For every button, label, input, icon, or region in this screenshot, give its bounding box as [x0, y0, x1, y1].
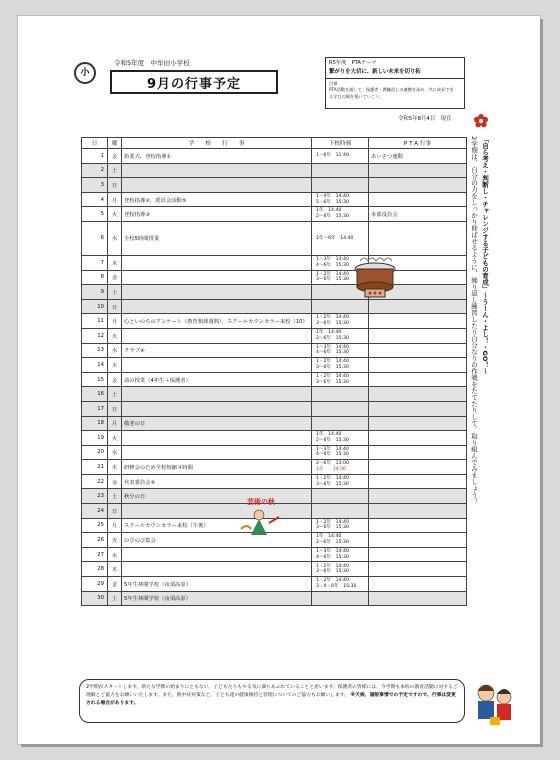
table-row: [82, 445, 467, 460]
cell-dismissal: [312, 562, 369, 577]
cell-pta: [369, 533, 467, 548]
table-row: [82, 372, 467, 387]
dismissal-line: 1～4年 14:40: [316, 193, 349, 199]
dismissal-line: 4～6年 15:30: [316, 452, 349, 458]
pta-goal-text-2: る学びの場を築いていこう。: [329, 93, 384, 99]
cell-day: 2: [82, 163, 108, 178]
pta-goal-label: 目標: [329, 80, 338, 86]
cell-dismissal: [312, 163, 369, 178]
dismissal-line: 2～6年 15:30: [316, 335, 349, 341]
cell-dow: 木: [108, 255, 122, 270]
cell-dow: 木: [108, 562, 122, 577]
dismissal-line: 1～3年 14:40: [316, 257, 349, 263]
cell-dow: 金: [108, 149, 122, 164]
page-title: 9月の行事予定: [146, 76, 242, 92]
school-name: 令和5年度 中牟田小学校: [114, 59, 190, 67]
cell-day: 21: [82, 460, 108, 475]
col-day: 日: [82, 138, 108, 149]
cell-pta: [369, 343, 467, 358]
cell-pta: [369, 358, 467, 373]
cell-day: 6: [82, 221, 108, 255]
cell-day: 1: [82, 149, 108, 164]
cell-day: 30: [82, 591, 108, 606]
cell-event: 命の授業（4年生＋保護者）: [122, 372, 312, 387]
cell-dismissal: [312, 518, 369, 533]
cell-dow: 日: [108, 178, 122, 193]
dismissal-line: 1年 14:40: [316, 208, 342, 214]
cell-event: 心といのちのアンケート（教育相談週間），スクールカウンセラー来校（10）: [122, 314, 312, 329]
cell-dow: 火: [108, 207, 122, 222]
cell-day: 18: [82, 416, 108, 431]
cell-event: [122, 401, 312, 416]
cell-day: 3: [82, 178, 108, 193]
cell-day: 25: [82, 518, 108, 533]
cell-dow: 土: [108, 387, 122, 402]
dismissal-line: 1・2年 14:40: [316, 271, 349, 277]
table-row: [82, 562, 467, 577]
dismissal-line: 3・4・6年 15:30: [316, 583, 357, 589]
cell-pta: [369, 416, 467, 431]
cell-event: [122, 285, 312, 300]
cell-event: 全校5時間授業: [122, 221, 312, 255]
cell-dow: 土: [108, 591, 122, 606]
cell-dismissal: [312, 192, 369, 207]
dismissal-line: 1～3年 14:40: [316, 344, 349, 350]
cell-dismissal: [312, 358, 369, 373]
cell-event: [122, 562, 312, 577]
cell-dow: 水: [108, 343, 122, 358]
col-pta: P T A 行事: [369, 138, 467, 149]
cell-dow: 火: [108, 328, 122, 343]
cell-pta: [369, 401, 467, 416]
cell-day: 9: [82, 285, 108, 300]
cell-pta: [369, 445, 467, 460]
cell-dow: 月: [108, 416, 122, 431]
vertical-body: 2学期は、自分の力をしっかり伸ばせるように、繰り返し練習したり自分なりの作戦をたてたりして、取り組んでみましょう！: [470, 136, 478, 505]
cell-dismissal: [312, 343, 369, 358]
table-row: [82, 401, 467, 416]
cell-dow: 金: [108, 372, 122, 387]
cell-pta: [369, 372, 467, 387]
cell-pta: [369, 163, 467, 178]
cell-dismissal: [312, 314, 369, 329]
cell-pta: あいさつ運動: [369, 149, 467, 164]
cell-day: 10: [82, 299, 108, 314]
children-illustration: [470, 679, 518, 729]
vertical-message: [468, 136, 490, 556]
table-row: [82, 343, 467, 358]
table-row: [82, 577, 467, 592]
dismissal-line: 1年 14:40: [316, 432, 342, 438]
cell-dow: 金: [108, 474, 122, 489]
table-row: [82, 328, 467, 343]
cell-dismissal: [312, 577, 369, 592]
cell-dow: 火: [108, 431, 122, 446]
table-row: [82, 178, 467, 193]
table-row: [82, 221, 467, 255]
cell-event: 敬老の日: [122, 416, 312, 431]
table-row: [82, 285, 467, 300]
dismissal-line: 3～6年 15:30: [316, 481, 349, 487]
table-row: [82, 547, 467, 562]
col-dismissal: 下校時刻: [312, 138, 369, 149]
cell-dow: 金: [108, 270, 122, 285]
cell-dismissal: [312, 372, 369, 387]
cell-pta: [369, 328, 467, 343]
cell-pta: [369, 504, 467, 519]
cell-pta: [369, 474, 467, 489]
cell-event: のびのび集会: [122, 533, 312, 548]
cell-day: 15: [82, 372, 108, 387]
table-row: [82, 163, 467, 178]
cell-day: 11: [82, 314, 108, 329]
cell-event: [122, 445, 312, 460]
cell-dow: 水: [108, 445, 122, 460]
cell-dow: 月: [108, 518, 122, 533]
table-row: [82, 431, 467, 446]
table-row: [82, 460, 467, 475]
cell-event: 登校指導③: [122, 207, 312, 222]
cell-day: 22: [82, 474, 108, 489]
cell-event: [122, 163, 312, 178]
col-events: 学 校 行 事: [122, 138, 312, 149]
dismissal-line: 3～6年 15:30: [316, 364, 349, 370]
cell-pta: [369, 314, 467, 329]
cell-dow: 木: [108, 358, 122, 373]
cell-day: 7: [82, 255, 108, 270]
cell-dow: 月: [108, 314, 122, 329]
cell-day: 20: [82, 445, 108, 460]
dismissal-line: 3～6年 15:30: [316, 525, 349, 531]
cell-day: 19: [82, 431, 108, 446]
cell-pta: 本部役員会: [369, 207, 467, 222]
cell-day: 26: [82, 533, 108, 548]
cell-day: 8: [82, 270, 108, 285]
cell-event: [122, 178, 312, 193]
cell-dismissal: [312, 401, 369, 416]
dismissal-line: 4～6年 15:30: [316, 350, 349, 356]
dismissal-line: 3～6年 15:30: [316, 379, 349, 385]
pta-theme-slogan: 繋がりを大切に、新しい未来を切り拓: [329, 68, 421, 75]
cell-event: クラブ④: [122, 343, 312, 358]
cell-day: 24: [82, 504, 108, 519]
cell-day: 17: [82, 401, 108, 416]
cell-day: 5: [82, 207, 108, 222]
cell-pta: [369, 591, 467, 606]
cell-event: [122, 270, 312, 285]
dismissal-line: 1～3年 14:40: [316, 548, 349, 554]
cell-dow: 土: [108, 285, 122, 300]
dismissal-line: 3～6年 15:30: [316, 277, 349, 283]
table-row: [82, 314, 467, 329]
cell-dow: 水: [108, 547, 122, 562]
rice-pot-illustration: [350, 249, 400, 301]
cell-day: 16: [82, 387, 108, 402]
table-row: [82, 387, 467, 402]
pta-theme-year: R5年度 PTAテーマ: [329, 60, 377, 66]
table-row: [82, 358, 467, 373]
cell-pta: [369, 547, 467, 562]
cell-dow: 土: [108, 163, 122, 178]
cell-event: [122, 358, 312, 373]
table-row: [82, 192, 467, 207]
cell-event: 代表委員会⑤: [122, 474, 312, 489]
cell-event: 秋分の日: [122, 489, 312, 504]
as-of-date: 令和5年8月4日 現在: [398, 116, 452, 122]
cell-day: 13: [82, 343, 108, 358]
cell-event: 研修会のため全校短縮４時間: [122, 460, 312, 475]
dismissal-line: 1年 14:30: [316, 467, 346, 473]
cell-dow: 日: [108, 504, 122, 519]
cell-dismissal: [312, 178, 369, 193]
table-row: [82, 207, 467, 222]
dismissal-line: 1・2年 14:40: [316, 475, 349, 481]
dismissal-line: 2～6年 13:00: [316, 461, 349, 467]
cell-event: スクールカウンセラー来校（午後）: [122, 518, 312, 533]
cell-dow: 木: [108, 460, 122, 475]
table-row: [82, 255, 467, 270]
dismissal-line: 3～6年 15:30: [316, 321, 349, 327]
cell-dismissal: [312, 591, 369, 606]
table-row: [82, 416, 467, 431]
cell-event: 始業式，登校指導①: [122, 149, 312, 164]
table-row: [82, 591, 467, 606]
cell-event: 登校指導②，委員会活動⑤: [122, 192, 312, 207]
cell-dow: 金: [108, 577, 122, 592]
cell-dismissal: [312, 474, 369, 489]
cell-dismissal: [312, 416, 369, 431]
table-row: [82, 474, 467, 489]
cell-dow: 水: [108, 221, 122, 255]
table-header-row: [82, 138, 467, 149]
cell-dismissal: 1～6年 11:40: [312, 149, 369, 164]
cell-event: 5年生林間学校（夜須高原）: [122, 591, 312, 606]
cell-pta: [369, 192, 467, 207]
cell-pta: [369, 178, 467, 193]
cell-dismissal: [312, 445, 369, 460]
dismissal-line: 2～6年 15:30: [316, 214, 349, 220]
cell-dow: 月: [108, 192, 122, 207]
cell-dismissal: [312, 387, 369, 402]
cell-pta: [369, 518, 467, 533]
table-row: [82, 299, 467, 314]
cell-dismissal: [312, 460, 369, 475]
footer-notice: ※天候、諸般事情での予定ですので、行事は変更される場合があります。: [86, 692, 456, 706]
cell-dismissal: 1年～6年 14:40: [312, 221, 369, 255]
dismissal-line: 3～6年 15:30: [316, 569, 349, 575]
title-box: [110, 70, 278, 94]
cell-day: 27: [82, 547, 108, 562]
cell-pta: [369, 387, 467, 402]
cell-event: [122, 547, 312, 562]
cell-dismissal: [312, 547, 369, 562]
dismissal-line: 1年 14:40: [316, 534, 342, 540]
cell-dow: 日: [108, 401, 122, 416]
cell-pta: [369, 577, 467, 592]
cell-pta: [369, 489, 467, 504]
cell-dismissal: [312, 489, 369, 504]
cell-day: 4: [82, 192, 108, 207]
cell-dismissal: [312, 431, 369, 446]
cell-dow: 火: [108, 533, 122, 548]
cell-event: [122, 299, 312, 314]
cell-dismissal: [312, 207, 369, 222]
dismissal-line: 1・2年 14:40: [316, 578, 349, 584]
dismissal-line: 4～6年 15:30: [316, 554, 349, 560]
dismissal-line: 1・2年 14:40: [316, 373, 349, 379]
pta-theme-box: [325, 57, 465, 109]
dismissal-line: 5・6年 15:30: [316, 199, 349, 205]
cell-event: [122, 387, 312, 402]
cell-day: 28: [82, 562, 108, 577]
cell-day: 12: [82, 328, 108, 343]
table-row: [82, 270, 467, 285]
cell-dismissal: [312, 533, 369, 548]
school-emblem-icon: 小: [74, 62, 96, 84]
document-sheet: [18, 16, 540, 744]
cell-pta: [369, 460, 467, 475]
footer-text: 2学期がスタートします。新たな学期の始まりにともない、子どもたちもやる気に満ちあふれていることと思います。保護者の皆様には、今学期も本校の教育活動に対するご理解とご協力をお願いいたします。また、熱中症対策など、子ども達の健康維持と管理についてのご協力もお願いします。: [86, 685, 458, 698]
cell-dismissal: [312, 504, 369, 519]
pta-theme-header: [326, 58, 464, 79]
cell-day: 23: [82, 489, 108, 504]
art-autumn-label: 芸術の秋: [247, 497, 275, 506]
dismissal-line: 2～6年 15:30: [316, 437, 349, 443]
cell-event: [122, 431, 312, 446]
vertical-heading: 「自ら考え・判断し・チャレンジする子どもの育成」～うーん・よし！・GO！～: [481, 136, 489, 375]
painter-icon: [231, 507, 291, 539]
dismissal-line: 1・2年 14:40: [316, 563, 349, 569]
dismissal-line: 1・2年 14:40: [316, 519, 349, 525]
table-row: [82, 149, 467, 164]
flower-icon: [474, 114, 488, 128]
dismissal-line: 1・2年 14:40: [316, 315, 349, 321]
dismissal-line: 4～6年 15:30: [316, 262, 349, 268]
cell-dow: 土: [108, 489, 122, 504]
dismissal-line: 1～3年 14:40: [316, 446, 349, 452]
cell-day: 29: [82, 577, 108, 592]
cell-pta: [369, 299, 467, 314]
cell-dow: 日: [108, 299, 122, 314]
col-dow: 曜: [108, 138, 122, 149]
cell-dismissal: [312, 328, 369, 343]
dismissal-line: 1年 14:40: [316, 330, 342, 335]
cell-pta: [369, 431, 467, 446]
cell-day: 14: [82, 358, 108, 373]
art-autumn-illustration: [231, 497, 291, 539]
cell-event: 5年生林間学校（夜須高原）: [122, 577, 312, 592]
pta-goal-text-1: PTA活動を通して、保護者・教職員との連携を深め、共に成長でき: [329, 87, 454, 93]
pta-theme-goal: [326, 79, 464, 102]
cell-dismissal: [312, 299, 369, 314]
cell-event: [122, 255, 312, 270]
dismissal-line: 2～6年 15:30: [316, 540, 349, 546]
cell-pta: [369, 562, 467, 577]
dismissal-line: 1・2年 14:40: [316, 359, 349, 365]
cell-event: [122, 328, 312, 343]
footer-message: [79, 679, 465, 723]
